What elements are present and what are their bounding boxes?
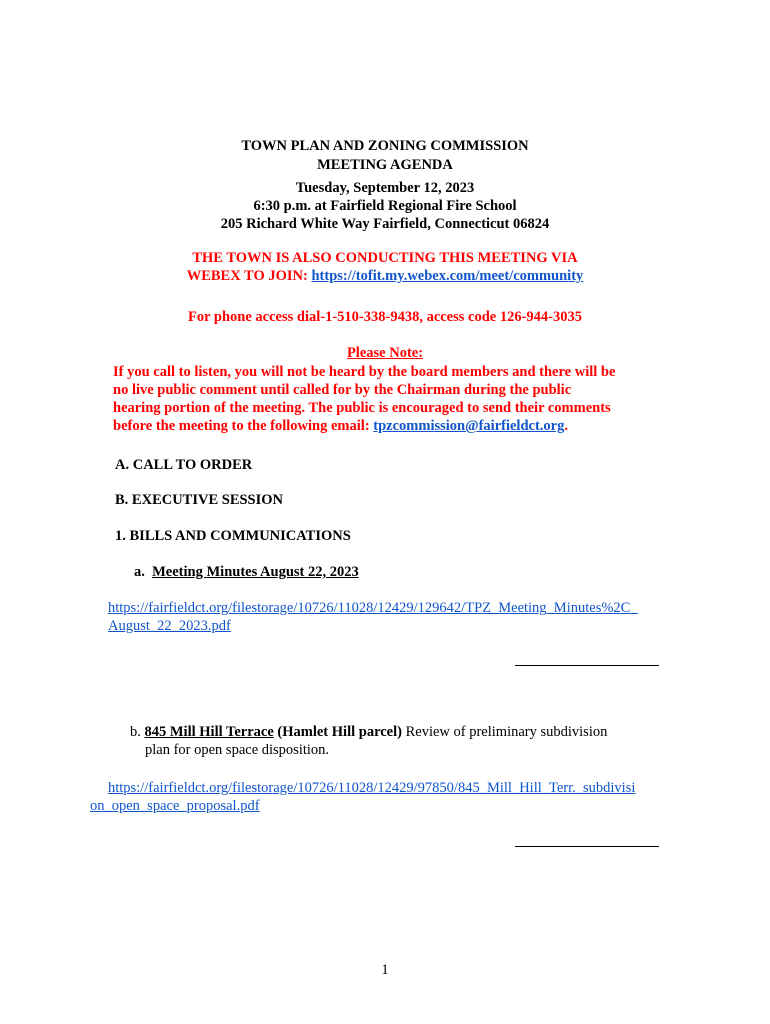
note-heading — [0, 345, 770, 362]
meeting-address: 205 Richard White Way Fairfield, Connecticut 06824 — [220, 216, 550, 232]
note-line-4 — [113, 418, 568, 435]
sub-item-b-dot: . — [137, 724, 145, 740]
signature-line — [515, 665, 659, 666]
sub-item-b-parcel: (Hamlet Hill parcel) — [273, 724, 402, 740]
sub-item-b-desc-2: plan for open space disposition. — [145, 742, 330, 758]
minutes-link-line-1 — [108, 600, 638, 617]
minutes-link-line-2 — [108, 618, 231, 635]
agenda-item-a: A. CALL TO ORDER — [115, 457, 253, 473]
note-line-3: hearing portion of the meeting. The public is encouraged to send their comments — [113, 400, 611, 416]
minutes-link-cont[interactable]: August_22_2023.pdf — [108, 618, 231, 634]
agenda-item-b: B. EXECUTIVE SESSION — [115, 492, 284, 508]
meeting-time-place: 6:30 p.m. at Fairfield Regional Fire School — [253, 198, 517, 214]
phone-access: For phone access dial-1-510-338-9438, access code 126-944-3035 — [188, 309, 582, 325]
subdivision-link-line-1 — [108, 780, 635, 797]
subdivision-link-cont[interactable]: on_open_space_proposal.pdf — [90, 798, 260, 814]
webex-notice: THE TOWN IS ALSO CONDUCTING THIS MEETING VIA — [192, 250, 578, 266]
note-line-4-period: . — [564, 418, 568, 434]
email-link[interactable]: tpzcommission@fairfieldct.org — [373, 418, 565, 434]
agenda-item-1: 1. BILLS AND COMMUNICATIONS — [115, 528, 351, 544]
sub-item-a-title: Meeting Minutes August 22, 2023 — [152, 564, 359, 580]
note-line-1: If you call to listen, you will not be heard by the board members and there will be — [113, 364, 616, 380]
signature-line — [515, 846, 659, 847]
sub-item-a-label: a. — [134, 564, 145, 580]
webex-link[interactable]: https://tofit.my.webex.com/meet/community — [311, 268, 584, 284]
subdivision-link-line-2 — [90, 798, 260, 815]
sub-item-b-label: b — [130, 724, 138, 740]
webex-join-line — [0, 268, 770, 285]
meeting-date: Tuesday, September 12, 2023 — [295, 180, 475, 196]
subdivision-link[interactable]: https://fairfieldct.org/filestorage/10726/11028/12429/97850/845_Mill_Hill_Terr._subdivisi — [108, 780, 636, 796]
note-heading-text: Please Note: — [346, 345, 424, 361]
sub-item-b — [130, 724, 607, 741]
webex-join-label: WEBEX TO JOIN: — [186, 268, 312, 284]
sub-item-a — [134, 564, 359, 581]
sub-item-b-title: 845 Mill Hill Terrace — [144, 724, 274, 740]
sub-item-b-desc: Review of preliminary subdivision — [401, 724, 608, 740]
note-line-2: no live public comment until called for by the Chairman during the public — [113, 382, 572, 398]
note-line-4-text: before the meeting to the following email: — [113, 418, 374, 434]
agenda-title: MEETING AGENDA — [317, 157, 453, 173]
minutes-link[interactable]: https://fairfieldct.org/filestorage/10726/11028/12429/129642/TPZ_Meeting_Minutes%2C_ — [108, 600, 638, 616]
page-number: 1 — [381, 962, 389, 978]
commission-title: TOWN PLAN AND ZONING COMMISSION — [241, 138, 529, 154]
